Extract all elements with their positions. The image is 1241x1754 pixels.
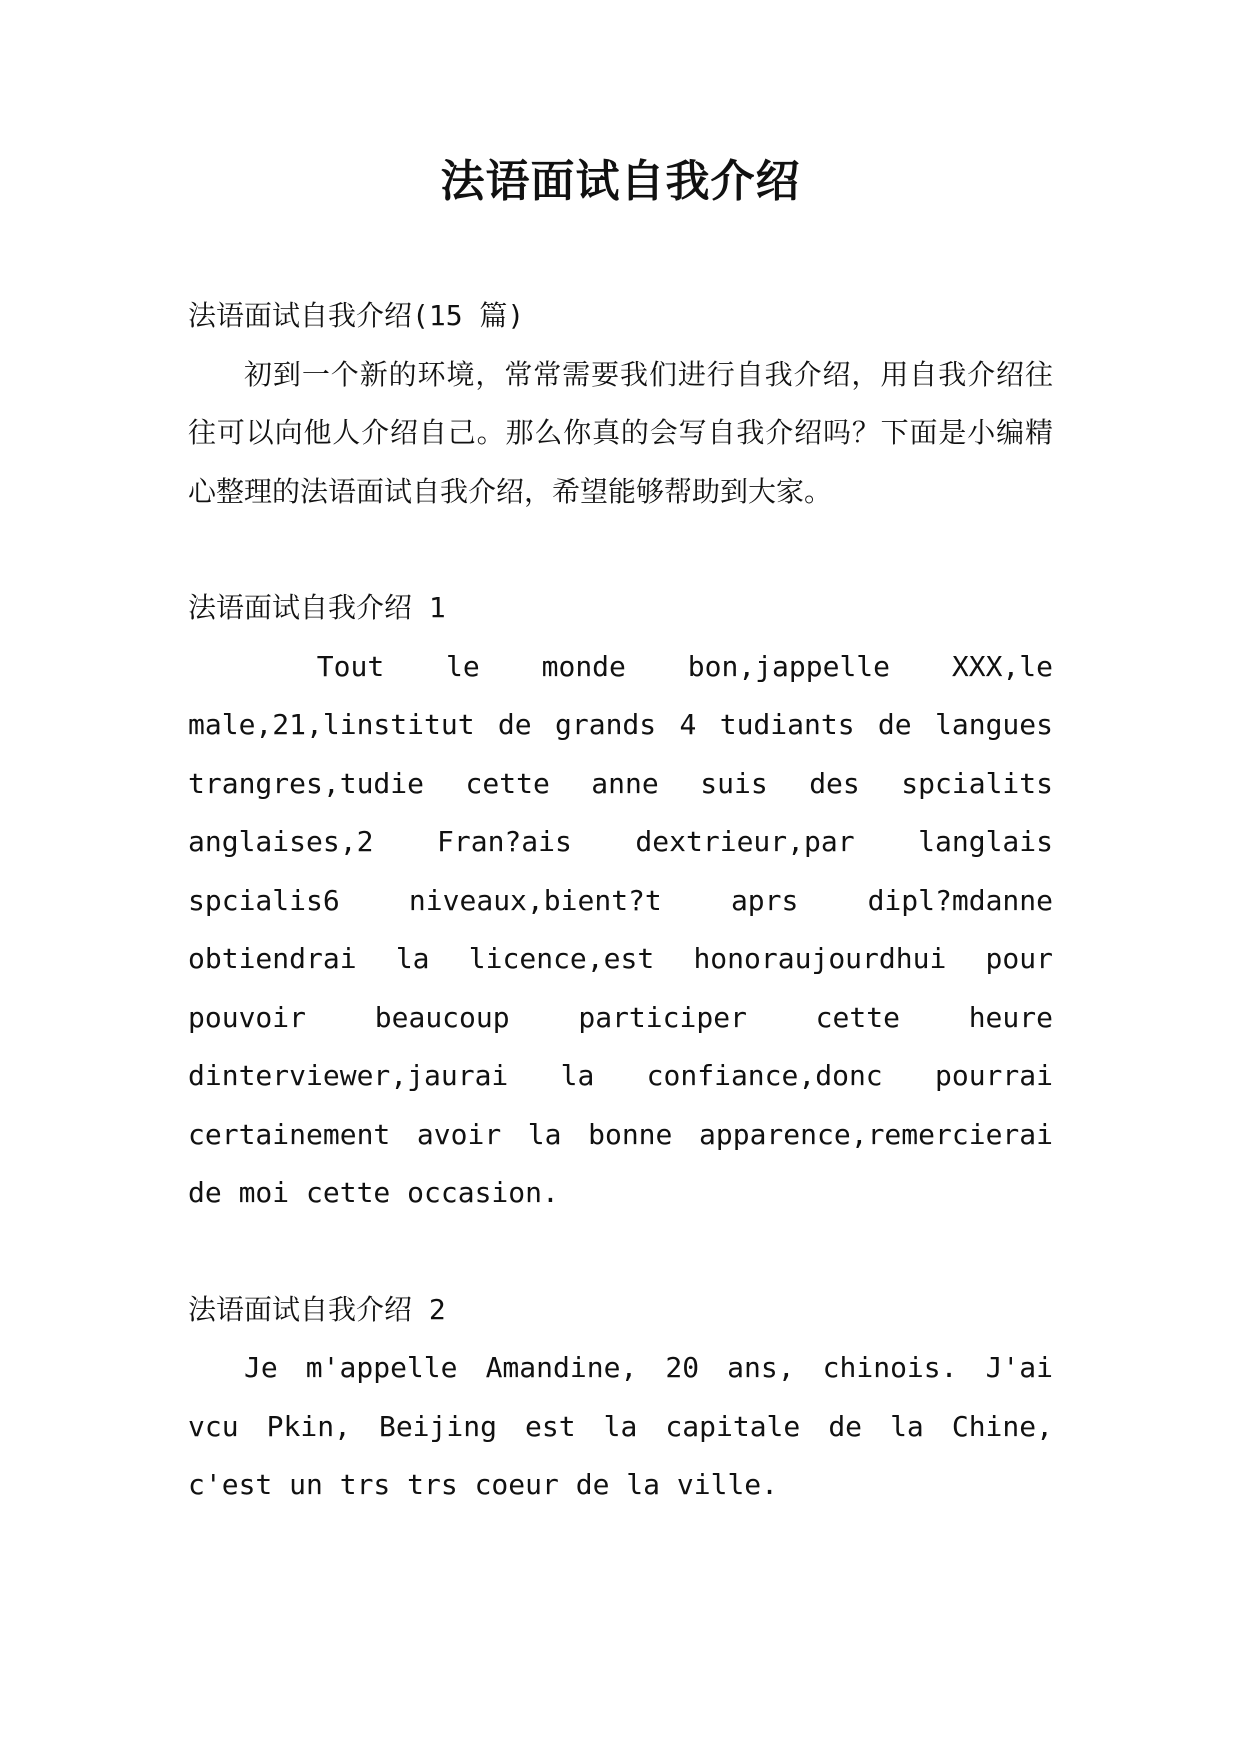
section-body-1: Tout le monde bon,jappelle XXX,le male,21,linstitut de grands 4 tudiants de langues trangres,tudie cette anne suis des spcialits anglaises,2 Fran?ais dextrieur,par langlais spcialis6 niveaux,bient?t aprs dipl?mdanne obtiendrai la licence,est honoraujourdhui pour pouvoir beaucoup participer cette heure dinterviewer,jaurai la confiance,donc pourrai certainement avoir la bonne apparence,remercierai de moi cette occasion. — [188, 649, 1053, 1209]
document-title: 法语面试自我介绍 — [440, 156, 801, 207]
intro-paragraph: 初到一个新的环境，常常需要我们进行自我介绍，用自我介绍往往可以向他人介绍自己。那么你真的会写自我介绍吗？下面是小编精心整理的法语面试自我介绍，希望能够帮助到大家。 — [188, 357, 1053, 508]
document-subtitle: 法语面试自我介绍(15 篇) — [188, 299, 525, 332]
paragraph-spacer — [188, 521, 1053, 579]
section-heading-2: 法语面试自我介绍 2 — [188, 1292, 446, 1326]
section-body-2: Je m'appelle Amandine, 20 ans, chinois. J'ai vcu Pkin, Beijing est la capitale de la Chine, c'est un trs trs coeur de la ville. — [188, 1351, 1053, 1501]
paragraph-spacer — [188, 1223, 1053, 1281]
section-heading-1: 法语面试自我介绍 1 — [188, 591, 446, 624]
document-body — [188, 287, 1053, 1515]
